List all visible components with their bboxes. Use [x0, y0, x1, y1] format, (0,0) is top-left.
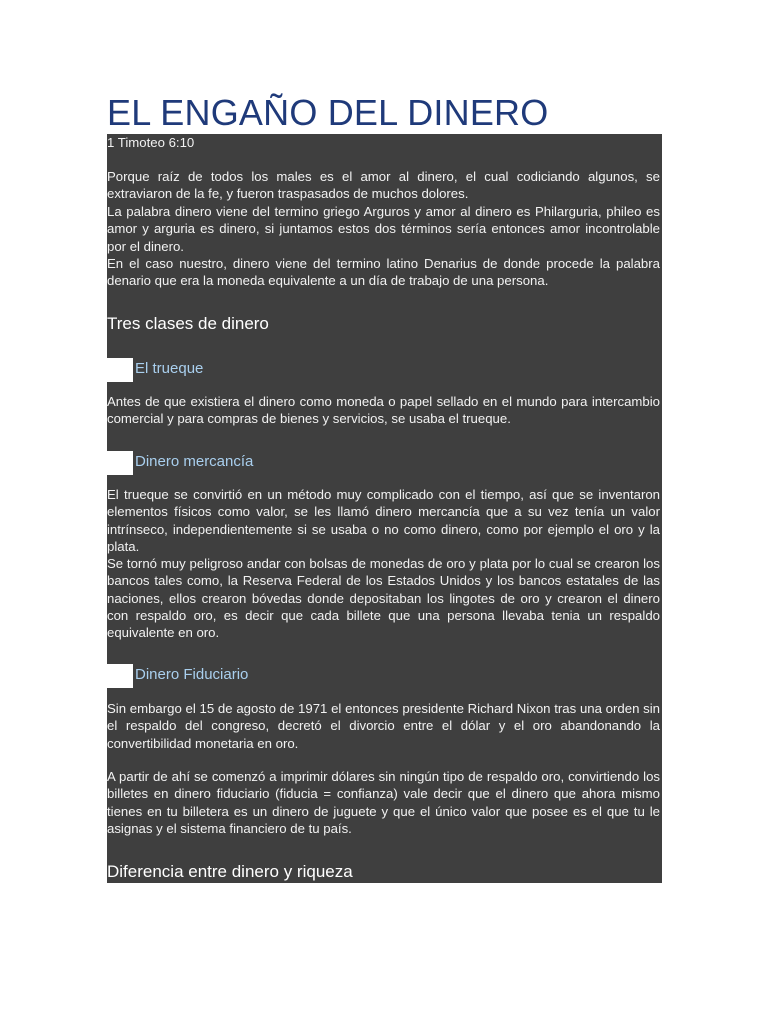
fiduciario-paragraph-2: A partir de ahí se comenzó a imprimir dólares sin ningún tipo de respaldo oro, convirtiendo los billetes en dinero fiduciario (fiducia = confianza) vale decir que el dinero que ahora mismo tienes en tu billetera es un dinero de juguete y que el único valor que posee es el que tu le asignas y el sistema financiero de tu país. — [107, 769, 660, 836]
fiduciario-paragraph-1: Sin embargo el 15 de agosto de 1971 el entonces presidente Richard Nixon tras una orden sin el respaldo del congreso, decretó el divorcio entre el dólar y el oro abandonando la convertibilidad monetaria en oro. — [107, 701, 660, 751]
subheading-fiduciario — [107, 664, 407, 688]
subheading-trueque-label: El trueque — [135, 360, 204, 377]
section-heading-tres-clases: Tres clases de dinero — [107, 314, 269, 333]
subheading-trueque — [107, 358, 407, 382]
content-panel — [107, 134, 662, 883]
section-heading-diferencia: Diferencia entre dinero y riqueza — [107, 862, 353, 881]
subheading-marker — [107, 358, 133, 382]
mercancia-paragraph-1: El trueque se convirtió en un método muy complicado con el tiempo, así que se inventaron elementos físicos como valor, se les llamó dinero mercancía que a su vez tenía un valor intrínseco, independientemente si se usaba o no como dinero, como por ejemplo el oro y la plata. — [107, 487, 660, 554]
subheading-marker — [107, 664, 133, 688]
intro-paragraph-2: La palabra dinero viene del termino griego Arguros y amor al dinero es Philarguria, phileo es amor y arguria es dinero, si juntamos estos dos términos sería entonces amor incontrolable por el dinero. — [107, 204, 660, 254]
intro-paragraph-3: En el caso nuestro, dinero viene del termino latino Denarius de donde procede la palabra denario que era la moneda equivalente a un día de trabajo de una persona. — [107, 256, 660, 289]
intro-paragraph-1: Porque raíz de todos los males es el amor al dinero, el cual codiciando algunos, se extraviaron de la fe, y fueron traspasados de muchos dolores. — [107, 169, 660, 202]
subheading-fiduciario-label: Dinero Fiduciario — [135, 666, 249, 683]
subheading-mercancia-label: Dinero mercancía — [135, 453, 254, 470]
subheading-marker — [107, 451, 133, 475]
subheading-mercancia — [107, 451, 407, 475]
trueque-paragraph: Antes de que existiera el dinero como moneda o papel sellado en el mundo para intercambio comercial y para compras de bienes y servicios, se usaba el trueque. — [107, 394, 660, 427]
mercancia-paragraph-2: Se tornó muy peligroso andar con bolsas de monedas de oro y plata por lo cual se crearon los bancos tales como, la Reserva Federal de los Estados Unidos y los bancos estatales de las naciones, ellos crearon bóvedas donde depositaban los lingotes de oro y crearon el dinero con respaldo oro, es decir que cada billete que una persona llevaba tenia un respaldo equivalente en oro. — [107, 556, 660, 641]
document-title: EL ENGAÑO DEL DINERO — [107, 92, 549, 133]
scripture-reference: 1 Timoteo 6:10 — [107, 135, 195, 150]
